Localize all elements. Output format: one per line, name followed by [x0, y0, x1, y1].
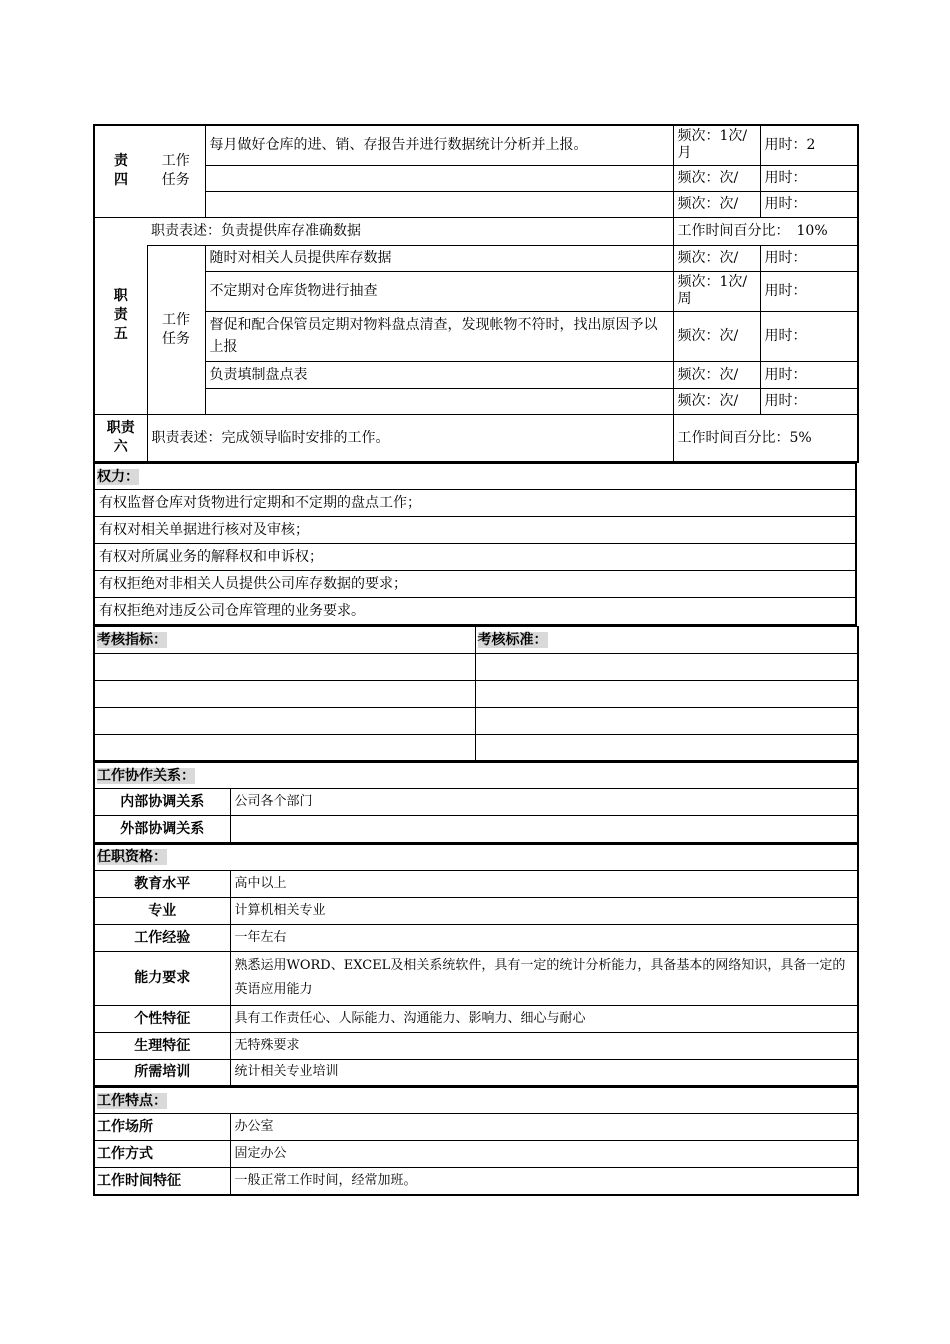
qualification-value: 熟悉运用WORD、EXCEL及相关系统软件，具有一定的统计分析能力，具备基本的网络知识，具备一定的英语应用能力 [230, 951, 858, 1005]
cooperation-title: 工作协作关系： [94, 763, 858, 789]
duty5-freq-5: 频次：次/ [673, 388, 760, 414]
qualification-label: 个性特征 [94, 1005, 230, 1032]
assessment-cell [475, 734, 858, 761]
assessment-cell [475, 680, 858, 707]
qualification-value: 一年左右 [230, 924, 858, 951]
assessment-cell [475, 707, 858, 734]
authority-item: 有权拒绝对非相关人员提供公司库存数据的要求； [94, 571, 856, 598]
authority-item: 有权监督仓库对货物进行定期和不定期的盘点工作； [94, 490, 856, 517]
duty4-freq-3: 频次：次/ [673, 191, 760, 217]
duty5-time-1: 用时： [760, 245, 858, 271]
duty5-label: 职 责 五 [94, 217, 147, 414]
duty5-task-2: 不定期对仓库货物进行抽查 [205, 271, 673, 311]
duty4-task-2 [205, 165, 673, 191]
qualification-title: 任职资格： [94, 844, 858, 870]
features-value: 固定办公 [230, 1141, 858, 1168]
duty4-freq-1: 频次：1次/月 [673, 125, 760, 165]
qualification-value: 具有工作责任心、人际能力、沟通能力、影响力、细心与耐心 [230, 1005, 858, 1032]
features-table [93, 1087, 859, 1196]
duty6-label: 职责 六 [94, 414, 147, 462]
duty4-time-2: 用时： [760, 165, 858, 191]
qualification-label: 生理特征 [94, 1032, 230, 1059]
qualification-table [93, 844, 859, 1088]
cooperation-label: 外部协调关系 [94, 816, 230, 843]
duty5-time-4: 用时： [760, 361, 858, 388]
qualification-label: 工作经验 [94, 924, 230, 951]
duty4-task-1: 每月做好仓库的进、销、存报告并进行数据统计分析并上报。 [205, 125, 673, 165]
qualification-value: 高中以上 [230, 870, 858, 897]
features-title: 工作特点： [94, 1088, 858, 1114]
assessment-cell [94, 707, 475, 734]
duty5-task-label: 工作 任务 [147, 245, 205, 414]
duty5-time-3: 用时： [760, 311, 858, 361]
duty4-task-label: 工作 任务 [147, 125, 205, 217]
duty4-time-3: 用时： [760, 191, 858, 217]
features-label: 工作时间特征 [94, 1168, 230, 1195]
duty5-task-5 [205, 388, 673, 414]
assessment-indicator-title: 考核指标： [94, 626, 475, 653]
assessment-standard-title: 考核标准： [475, 626, 858, 653]
duty5-freq-2: 频次：1次/周 [673, 271, 760, 311]
duty5-task-1: 随时对相关人员提供库存数据 [205, 245, 673, 271]
qualification-value: 计算机相关专业 [230, 897, 858, 924]
cooperation-value: 公司各个部门 [230, 789, 858, 816]
features-value: 办公室 [230, 1114, 858, 1141]
duty5-task-3: 督促和配合保管员定期对物料盘点清查，发现帐物不符时，找出原因予以上报 [205, 311, 673, 361]
duty5-freq-3: 频次：次/ [673, 311, 760, 361]
qualification-value: 统计相关专业培训 [230, 1059, 858, 1086]
duty5-desc: 职责表述：负责提供库存准确数据 [147, 217, 673, 245]
duty4-time-1: 用时：2 [760, 125, 858, 165]
duty5-pct: 工作时间百分比： 10% [673, 217, 858, 245]
qualification-label: 专业 [94, 897, 230, 924]
assessment-cell [94, 734, 475, 761]
qualification-label: 所需培训 [94, 1059, 230, 1086]
duty4-label: 责 四 [94, 125, 147, 217]
duties-table [93, 124, 859, 463]
assessment-table [93, 626, 859, 763]
authority-item: 有权对相关单据进行核对及审核； [94, 517, 856, 544]
assessment-cell [94, 680, 475, 707]
features-label: 工作方式 [94, 1141, 230, 1168]
cooperation-value [230, 816, 858, 843]
duty4-freq-2: 频次：次/ [673, 165, 760, 191]
features-label: 工作场所 [94, 1114, 230, 1141]
qualification-value: 无特殊要求 [230, 1032, 858, 1059]
authority-item: 有权对所属业务的解释权和申诉权； [94, 544, 856, 571]
duty6-desc: 职责表述：完成领导临时安排的工作。 [147, 414, 673, 462]
features-value: 一般正常工作时间，经常加班。 [230, 1168, 858, 1195]
assessment-cell [94, 653, 475, 680]
duty6-pct: 工作时间百分比：5% [673, 414, 858, 462]
assessment-cell [475, 653, 858, 680]
duty5-freq-1: 频次：次/ [673, 245, 760, 271]
duty4-task-3 [205, 191, 673, 217]
duty5-time-2: 用时： [760, 271, 858, 311]
cooperation-label: 内部协调关系 [94, 789, 230, 816]
authority-item: 有权拒绝对违反公司仓库管理的业务要求。 [94, 598, 856, 625]
job-description-page [93, 124, 857, 1196]
qualification-label: 教育水平 [94, 870, 230, 897]
duty5-freq-4: 频次：次/ [673, 361, 760, 388]
duty5-time-5: 用时： [760, 388, 858, 414]
duty5-task-4: 负责填制盘点表 [205, 361, 673, 388]
cooperation-table [93, 762, 859, 844]
qualification-label: 能力要求 [94, 951, 230, 1005]
authority-title: 权力： [94, 464, 856, 490]
authority-table [93, 463, 857, 626]
